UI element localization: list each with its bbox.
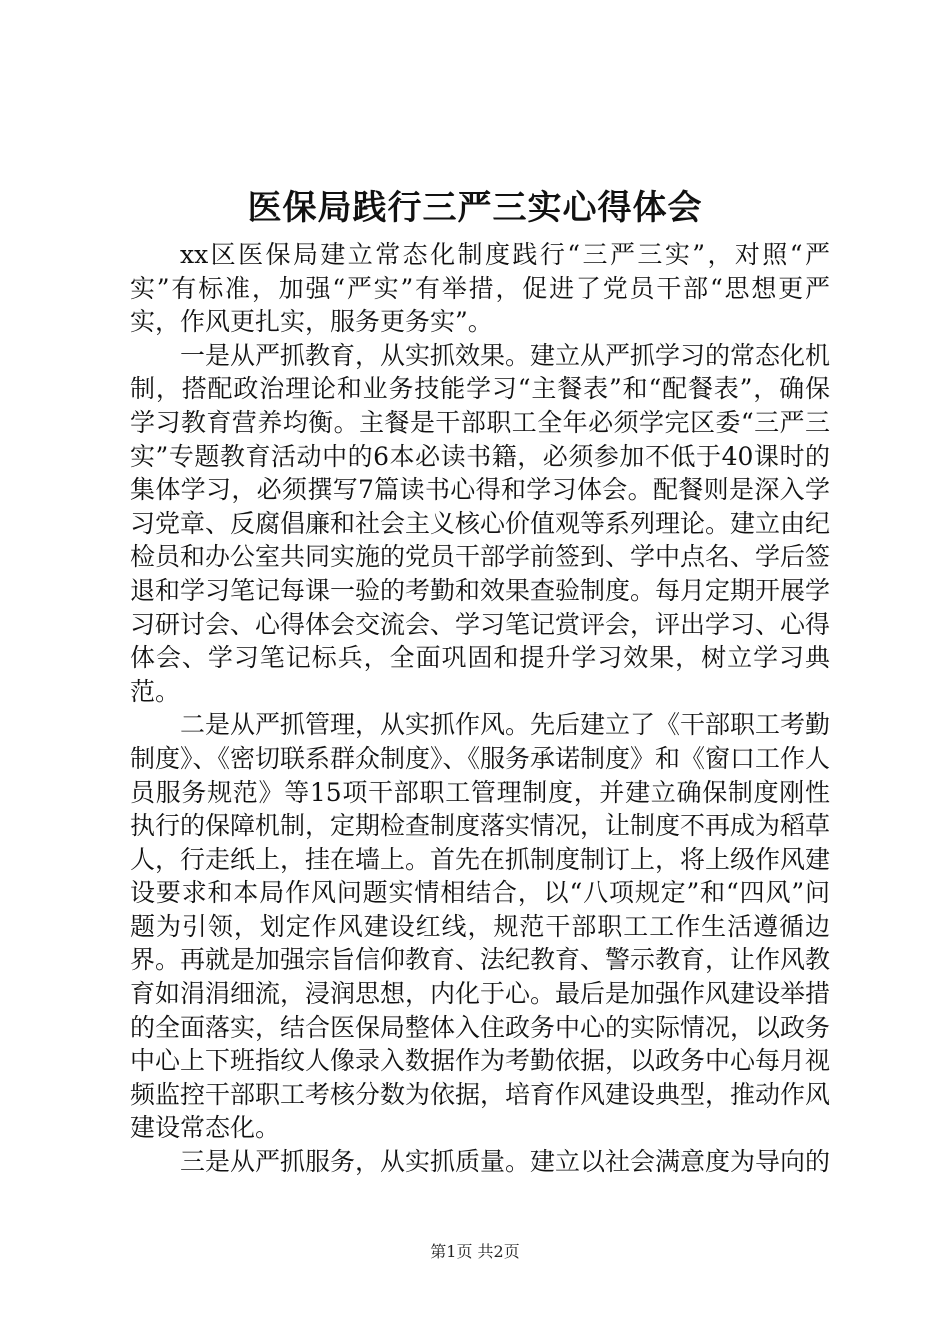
- paragraph-management: 二是从严抓管理，从实抓作风。先后建立了《干部职工考勤制度》、《密切联系群众制度》、《服务承诺制度》和《窗口工作人员服务规范》等15项干部职工管理制度，并建立确保制度刚性执行的保障机制，定期检查制度落实情况，让制度不再成为稻草人，行走纸上，挂在墙上。首先在抓制度制订上，将上级作风建设要求和本局作风问题实情相结合，以“八项规定”和“四风”问题为引领，划定作风建设红线，规范干部职工工作生活遵循边界。再就是加强宗旨信仰教育、法纪教育、警示教育，让作风教育如涓涓细流，浸润思想，内化于心。最后是加强作风建设举措的全面落实，结合医保局整体入住政务中心的实际情况，以政务中心上下班指纹人像录入数据作为考勤依据，以政务中心每月视频监控干部职工考核分数为依据，培育作风建设典型，推动作风建设常态化。: [130, 710, 830, 1143]
- document-title: 医保局践行三严三实心得体会: [247, 188, 703, 228]
- page-footer: 第1页 共2页: [430, 1242, 520, 1261]
- paragraph-intro: xx区医保局建立常态化制度践行“三严三实”，对照“严实”有标准，加强“严实”有举措，促进了党员干部“思想更严实，作风更扎实，服务更务实”。: [130, 240, 830, 337]
- paragraph-service: 三是从严抓服务，从实抓质量。建立以社会满意度为导向的: [180, 1147, 830, 1177]
- document-body: [130, 238, 830, 1178]
- paragraph-education: 一是从严抓教育，从实抓效果。建立从严抓学习的常态化机制，搭配政治理论和业务技能学习“主餐表”和“配餐表”，确保学习教育营养均衡。主餐是干部职工全年必须学完区委“三严三实”专题教育活动中的6本必读书籍，必须参加不低于40课时的集体学习，必须撰写7篇读书心得和学习体会。配餐则是深入学习党章、反腐倡廉和社会主义核心价值观等系列理论。建立由纪检员和办公室共同实施的党员干部学前签到、学中点名、学后签退和学习笔记每课一验的考勤和效果查验制度。每月定期开展学习研讨会、心得体会交流会、学习笔记赏评会，评出学习、心得体会、学习笔记标兵，全面巩固和提升学习效果，树立学习典范。: [130, 340, 830, 706]
